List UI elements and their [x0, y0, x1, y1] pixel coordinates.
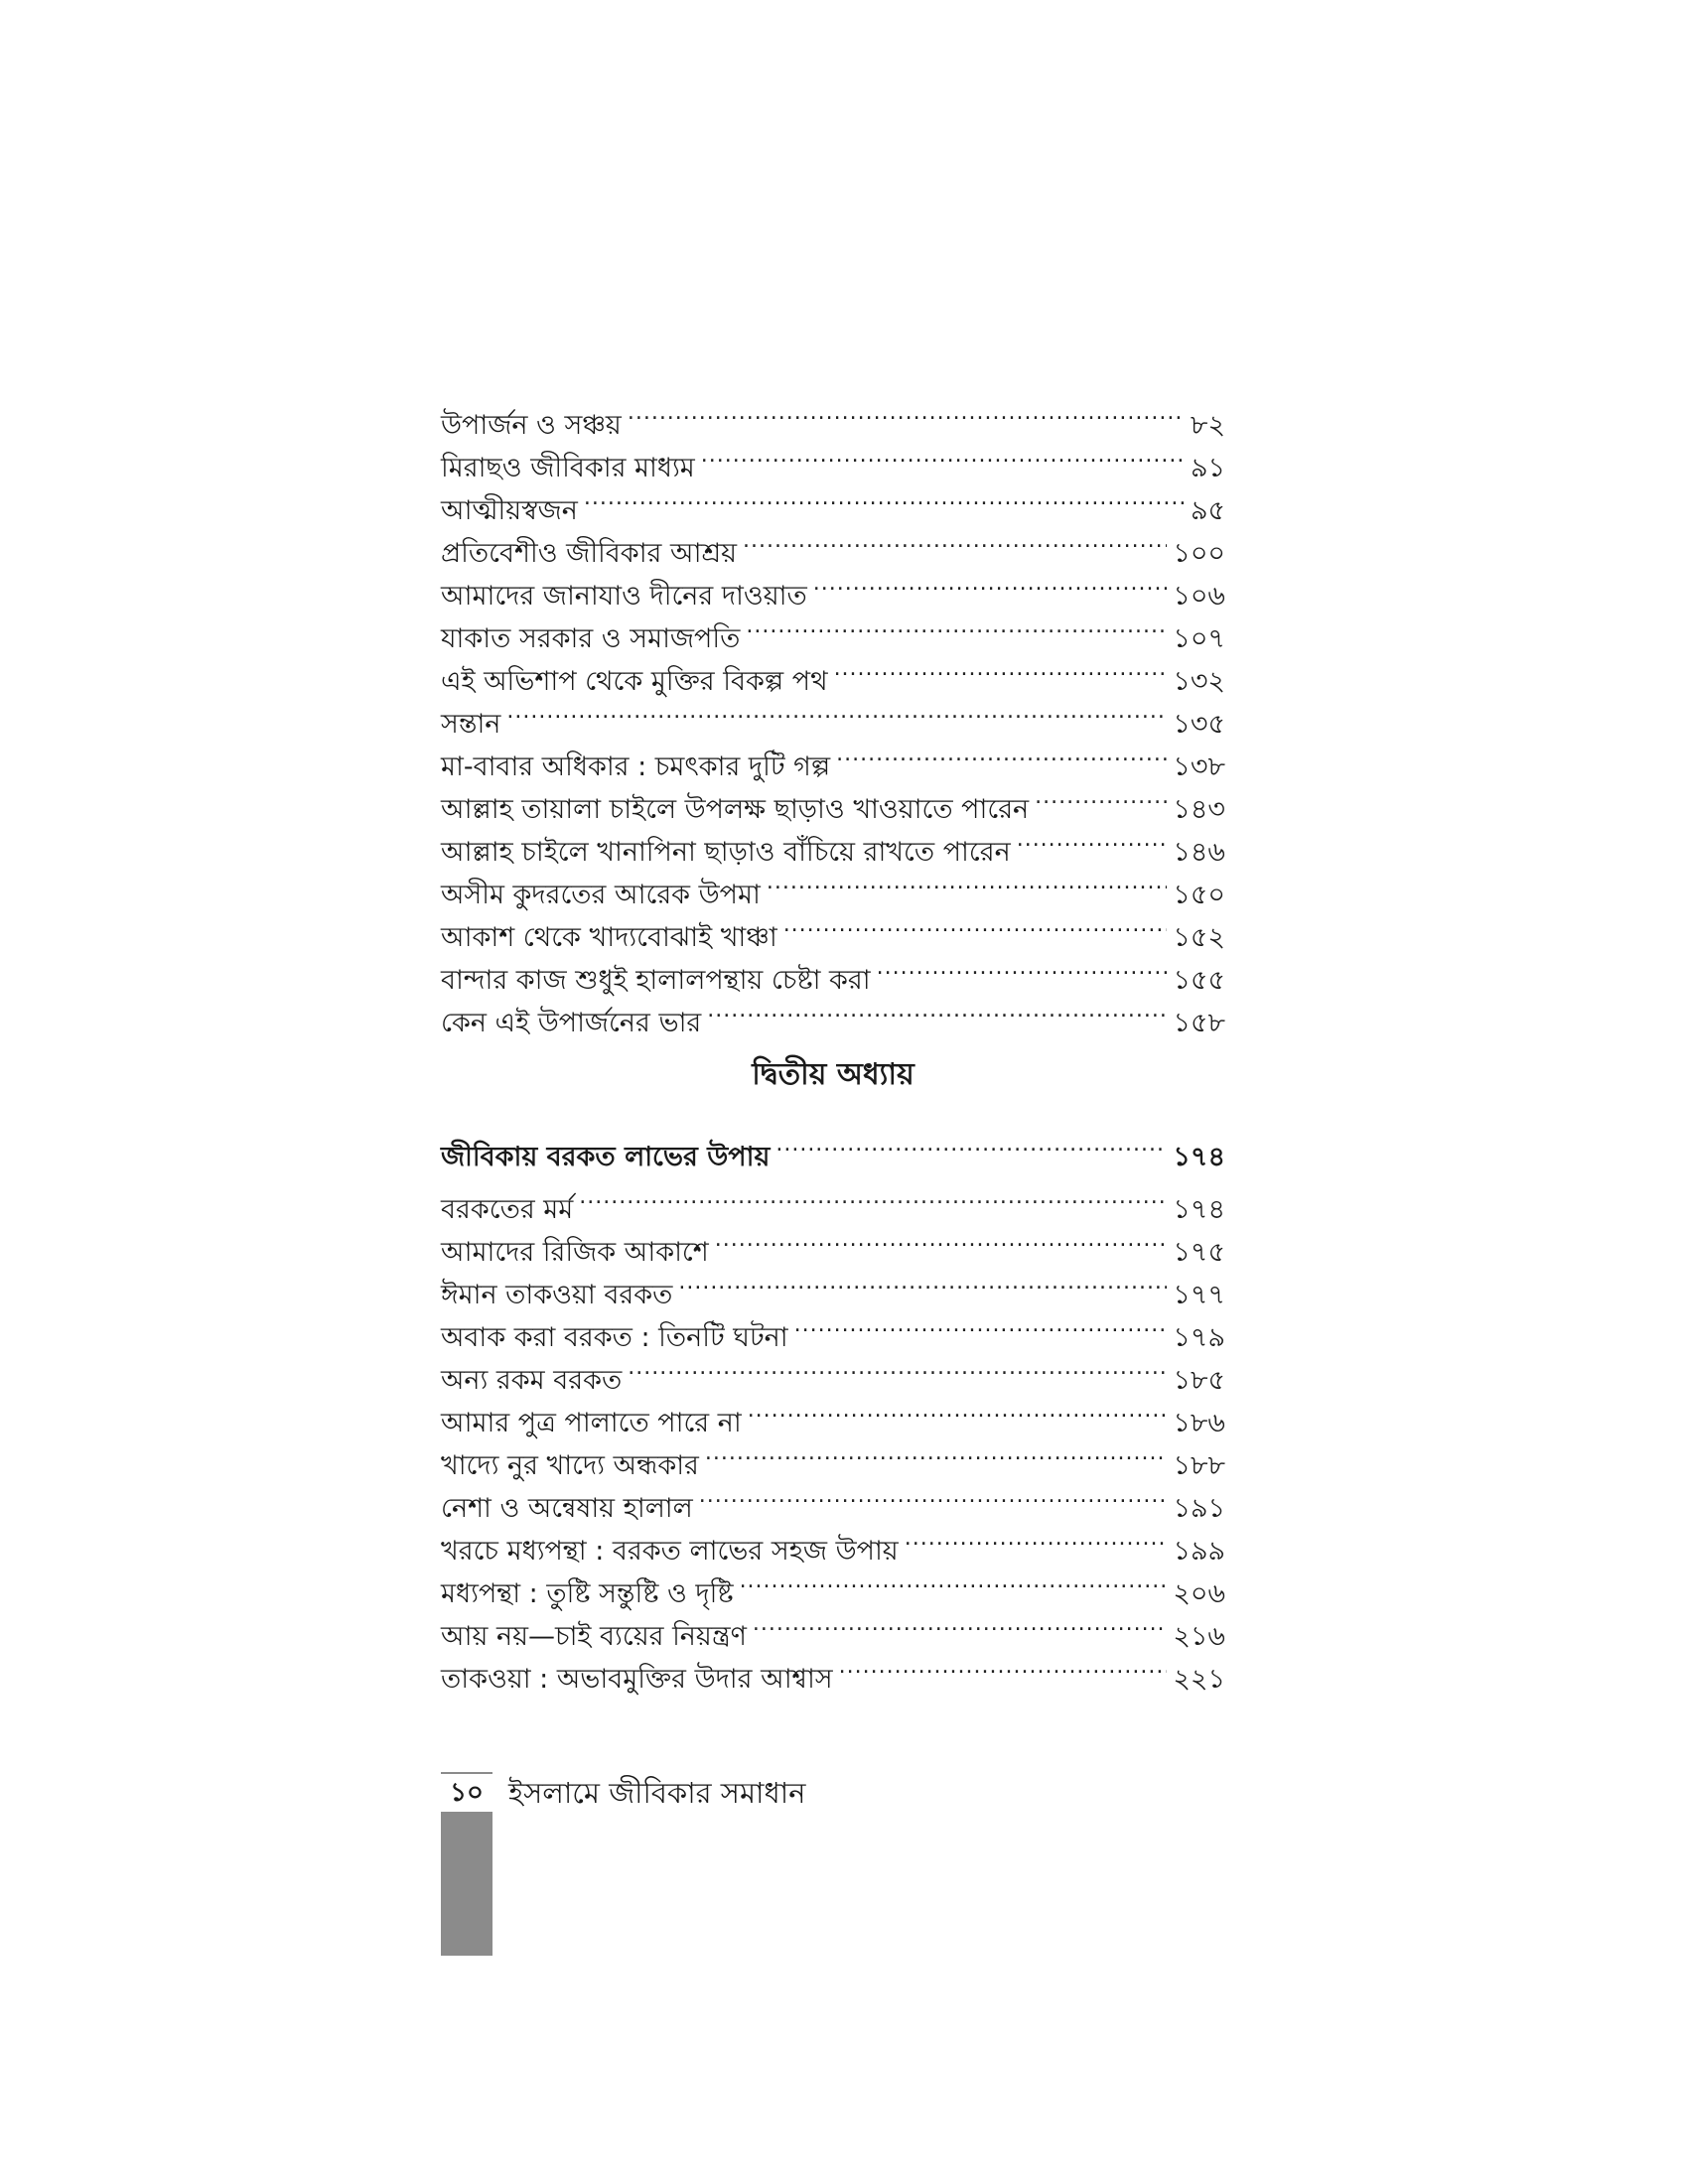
dot-leader [701, 434, 1185, 477]
toc-entry-title: বরকতের মর্ম [441, 1194, 574, 1225]
toc-entry [441, 391, 1225, 441]
toc-entry-title: সন্তান [441, 709, 501, 740]
toc-entry-page: ১৫২ [1173, 922, 1225, 953]
toc-entry-page: ৯১ [1190, 453, 1225, 483]
toc-entry-page: ২১৬ [1173, 1621, 1225, 1652]
toc-entry-page: ১০৭ [1173, 623, 1225, 654]
toc-entry-title: এই অভিশাপ থেকে মুক্তির বিকল্প পথ [441, 666, 828, 697]
dot-leader [748, 1389, 1168, 1432]
toc-entry-page: ১৫৮ [1173, 1008, 1225, 1038]
dot-leader [794, 1303, 1168, 1346]
dot-leader [813, 562, 1168, 605]
toc-entry-title: যাকাত সরকার ও সমাজপতি [441, 623, 741, 654]
dot-leader [767, 861, 1168, 903]
toc-entry-title: আমাদের রিজিক আকাশে [441, 1237, 709, 1268]
dot-leader [746, 605, 1167, 647]
toc-entry-page: ১৫৫ [1173, 965, 1225, 996]
toc-entry-title: কেন এই উপার্জনের ভার [441, 1008, 702, 1038]
toc-entry-page: ১৩৫ [1173, 709, 1225, 740]
toc-entry-title: নেশা ও অন্বেষায় হালাল [441, 1493, 693, 1524]
toc-entry-title: আল্লাহ তায়ালা চাইলে উপলক্ষ ছাড়াও খাওয়াতে পারেন [441, 794, 1030, 825]
toc-entry-title: মা-বাবার অধিকার : চমৎকার দুটি গল্প [441, 751, 831, 782]
footer-page-number: ১০ [441, 1774, 492, 1812]
toc-entry-page: ১৮৬ [1173, 1408, 1225, 1438]
toc-entry-title: আমার পুত্র পালাতে পারে না [441, 1408, 742, 1438]
dot-leader [783, 903, 1168, 946]
toc-entry-page: ১৭৪ [1173, 1142, 1225, 1172]
dot-leader [579, 1175, 1167, 1218]
dot-leader [715, 1218, 1168, 1261]
dot-leader [1035, 775, 1167, 818]
toc-entry-title: বান্দার কাজ শুধুই হালালপন্থায় চেষ্টা করা [441, 965, 871, 996]
toc-entry-title: ঈমান তাকওয়া বরকত [441, 1280, 673, 1310]
dot-leader [743, 519, 1167, 562]
dot-leader [705, 1432, 1168, 1474]
dot-leader [753, 1602, 1167, 1645]
toc-chapter-main [441, 1123, 1225, 1172]
toc-entry-title: উপার্জন ও সঞ্চয় [441, 410, 622, 441]
toc-entry-page: ১৪৩ [1173, 794, 1225, 825]
dot-leader [839, 1645, 1168, 1688]
toc-entry-page: ১৩২ [1173, 666, 1225, 697]
toc-entry-page: ১৯১ [1173, 1493, 1225, 1524]
toc-entry-page: ১৪৬ [1173, 837, 1225, 868]
dot-leader [877, 946, 1168, 989]
toc-entry-title: অসীম কুদরতের আরেক উপমা [441, 880, 761, 910]
toc-entry-page: ১০৬ [1173, 581, 1225, 612]
toc-entry-title: তাকওয়া : অভাবমুক্তির উদার আশ্বাস [441, 1664, 833, 1695]
toc-entry-title: খাদ্যে নুর খাদ্যে অন্ধকার [441, 1450, 699, 1481]
toc-entry [441, 733, 1225, 782]
dot-leader [678, 1261, 1167, 1303]
toc-entry-title: জীবিকায় বরকত লাভের উপায় [441, 1142, 771, 1172]
dot-leader [699, 1474, 1168, 1517]
dot-leader [506, 690, 1167, 733]
dot-leader [836, 733, 1167, 775]
toc-entry [441, 690, 1225, 740]
toc-entry-title: প্রতিবেশীও জীবিকার আশ্রয় [441, 538, 737, 569]
toc-entry-page: ১৮৮ [1173, 1450, 1225, 1481]
toc-entry-page: ১৮৫ [1173, 1365, 1225, 1396]
toc-entry-page: ১৭৯ [1173, 1322, 1225, 1353]
toc-entry-title: আত্মীয়স্বজন [441, 495, 578, 526]
toc-entry-page: ১৯৯ [1173, 1536, 1225, 1567]
toc-entry-page: ৯৫ [1190, 495, 1225, 526]
toc-entry-main [441, 1123, 1225, 1172]
toc-entry-page: ১৭৫ [1173, 1237, 1225, 1268]
toc-entry-page: ৮২ [1190, 410, 1225, 441]
toc-entry-title: মিরাছও জীবিকার মাধ্যম [441, 453, 695, 483]
toc-list-part1 [441, 391, 1225, 1038]
dot-leader [707, 989, 1167, 1031]
toc-entry-page: ১৭৪ [1173, 1194, 1225, 1225]
dot-leader [1017, 818, 1168, 861]
toc-entry [441, 1175, 1225, 1225]
dot-leader [775, 1123, 1167, 1165]
toc-entry-page: ১০০ [1173, 538, 1225, 569]
toc-entry-title: খরচে মধ্যপন্থা : বরকত লাভের সহজ উপায় [441, 1536, 899, 1567]
toc-entry-title: মধ্যপন্থা : তুষ্টি সন্তুষ্টি ও দৃষ্টি [441, 1578, 734, 1609]
toc-list-chapter2 [441, 1175, 1225, 1695]
toc-entry-page: ১৩৮ [1173, 751, 1225, 782]
dot-leader [628, 391, 1185, 434]
dot-leader [628, 1346, 1167, 1389]
toc-entry-page: ২২১ [1173, 1664, 1225, 1695]
chapter-heading: দ্বিতীয় অধ্যায় [752, 1057, 914, 1092]
dot-leader [584, 477, 1185, 519]
footer-book-title: ইসলামে জীবিকার সমাধান [508, 1776, 806, 1810]
toc-entry-title: আল্লাহ চাইলে খানাপিনা ছাড়াও বাঁচিয়ে রাখতে পারেন [441, 837, 1011, 868]
toc-entry-page: ১৫০ [1173, 880, 1225, 910]
toc-entry-title: অন্য রকম বরকত [441, 1365, 623, 1396]
toc-entry-title: আমাদের জানাযাও দীনের দাওয়াত [441, 581, 807, 612]
toc-entry-page: ১৭৭ [1173, 1280, 1225, 1310]
dot-leader [834, 647, 1168, 690]
toc-entry-page: ২০৬ [1173, 1578, 1225, 1609]
toc-entry-title: আকাশ থেকে খাদ্যবোঝাই খাঞ্চা [441, 922, 777, 953]
toc-entry-title: অবাক করা বরকত : তিনটি ঘটনা [441, 1322, 788, 1353]
toc-entry-title: আয় নয়—চাই ব্যয়ের নিয়ন্ত্রণ [441, 1621, 747, 1652]
dot-leader [905, 1517, 1168, 1560]
dot-leader [740, 1560, 1168, 1602]
